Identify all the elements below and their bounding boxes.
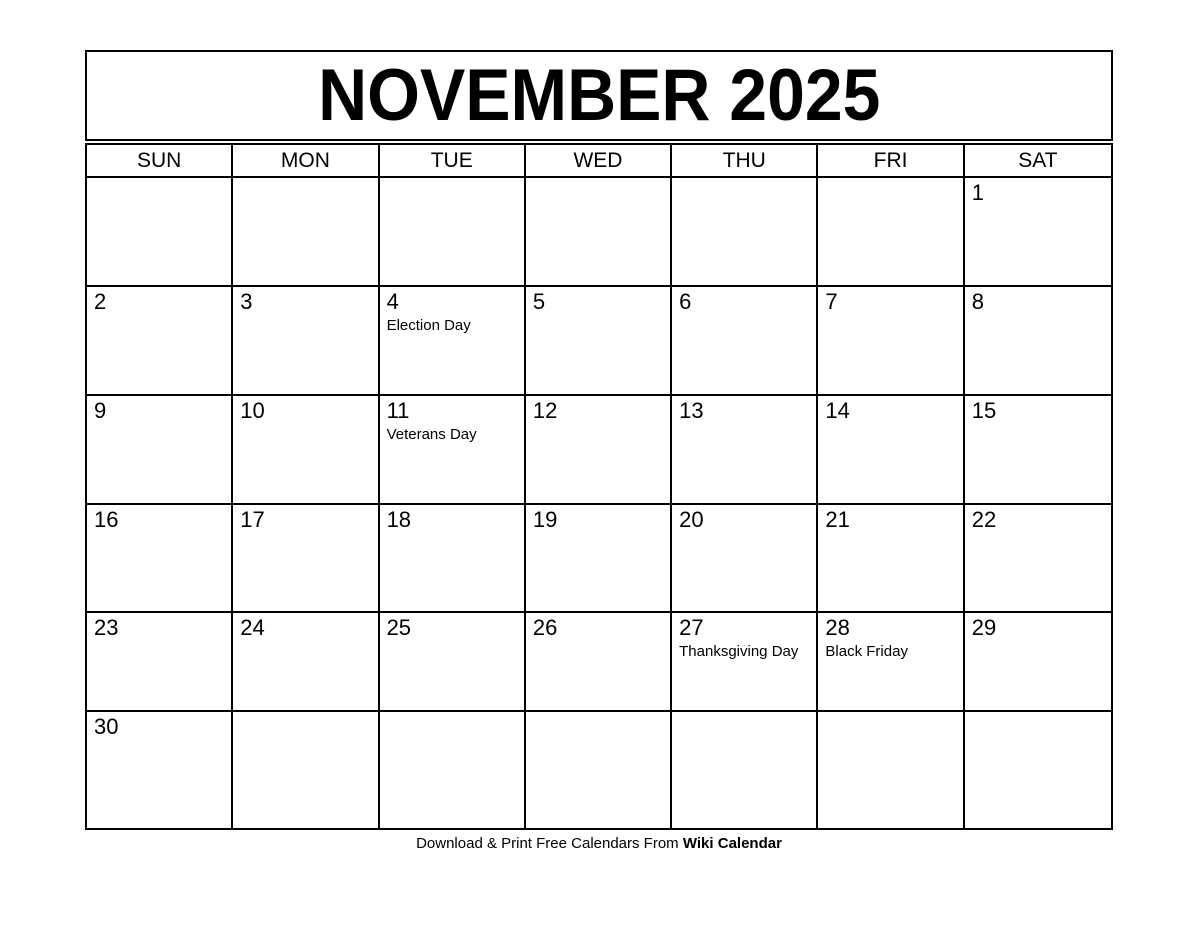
day-cell-1 (965, 178, 1111, 287)
weekday-header-tue: TUE (380, 145, 526, 178)
day-number: 11 (386, 398, 410, 423)
day-cell-25 (380, 613, 526, 712)
day-number: 25 (386, 615, 412, 640)
day-number: 8 (971, 289, 984, 314)
day-cell-29 (965, 613, 1111, 712)
day-cell-13 (672, 396, 818, 505)
day-cell-19 (526, 505, 672, 613)
day-cell-empty (526, 178, 672, 287)
weekday-header-sun: SUN (87, 145, 233, 178)
day-cell-3 (233, 287, 379, 396)
footer-brand: Wiki Calendar (682, 835, 782, 852)
day-cell-empty (965, 712, 1111, 828)
day-cell-empty (87, 178, 233, 287)
day-number: 28 (825, 615, 850, 640)
calendar-november-2025 (85, 50, 1113, 853)
day-number: 16 (94, 507, 119, 532)
day-cell-15 (965, 396, 1111, 505)
day-cell-11 (380, 396, 526, 505)
day-number: 17 (240, 507, 265, 532)
day-number: 13 (679, 398, 704, 423)
day-cell-empty (818, 178, 964, 287)
day-cell-4 (380, 287, 526, 396)
weekday-header-fri: FRI (818, 145, 964, 178)
calendar-title-box (85, 50, 1113, 141)
day-cell-30 (87, 712, 233, 828)
footer (85, 834, 1113, 853)
day-number: 10 (240, 398, 265, 423)
day-cell-28 (818, 613, 964, 712)
day-number: 27 (679, 615, 704, 640)
day-number: 20 (679, 507, 704, 532)
day-number: 5 (532, 289, 546, 314)
day-cell-17 (233, 505, 379, 613)
day-cell-6 (672, 287, 818, 396)
day-cell-8 (965, 287, 1111, 396)
day-cell-5 (526, 287, 672, 396)
day-cell-23 (87, 613, 233, 712)
day-number: 18 (386, 507, 412, 532)
calendar-title: NOVEMBER 2025 (317, 55, 881, 136)
day-number: 30 (94, 714, 119, 739)
day-cell-21 (818, 505, 964, 613)
day-cell-empty (380, 178, 526, 287)
day-number: 19 (532, 507, 558, 532)
weeks-grid (87, 178, 1111, 828)
day-number: 12 (532, 398, 558, 423)
day-cell-empty (233, 178, 379, 287)
calendar-grid (85, 143, 1113, 830)
day-number: 2 (94, 289, 107, 314)
day-cell-14 (818, 396, 964, 505)
day-number: 26 (532, 615, 558, 640)
holiday-label: Election Day (386, 317, 471, 334)
day-cell-26 (526, 613, 672, 712)
day-number: 23 (94, 615, 119, 640)
day-number: 15 (971, 398, 997, 423)
holiday-label: Veterans Day (386, 426, 477, 443)
weekday-header-sat: SAT (965, 145, 1111, 178)
day-cell-10 (233, 396, 379, 505)
day-cell-2 (87, 287, 233, 396)
day-cell-9 (87, 396, 233, 505)
day-number: 24 (240, 615, 265, 640)
weekday-header-wed: WED (526, 145, 672, 178)
day-number: 3 (240, 289, 253, 314)
day-number: 1 (971, 180, 984, 205)
day-cell-24 (233, 613, 379, 712)
day-cell-empty (526, 712, 672, 828)
footer-text: Download & Print Free Calendars From (416, 835, 679, 852)
day-cell-16 (87, 505, 233, 613)
day-cell-18 (380, 505, 526, 613)
day-cell-7 (818, 287, 964, 396)
day-cell-empty (380, 712, 526, 828)
day-number: 22 (971, 507, 997, 532)
day-cell-empty (818, 712, 964, 828)
day-cell-22 (965, 505, 1111, 613)
weekday-header-mon: MON (233, 145, 379, 178)
day-number: 4 (386, 289, 399, 314)
day-number: 29 (971, 615, 997, 640)
holiday-label: Black Friday (825, 643, 908, 660)
weekday-header-row (87, 145, 1111, 178)
day-cell-12 (526, 396, 672, 505)
day-cell-empty (233, 712, 379, 828)
day-number: 14 (825, 398, 850, 423)
day-number: 7 (825, 289, 838, 314)
day-number: 6 (679, 289, 692, 314)
holiday-label: Thanksgiving Day (679, 643, 799, 660)
day-cell-27 (672, 613, 818, 712)
day-cell-20 (672, 505, 818, 613)
day-cell-empty (672, 712, 818, 828)
day-number: 9 (94, 398, 107, 423)
day-cell-empty (672, 178, 818, 287)
weekday-header-thu: THU (672, 145, 818, 178)
day-number: 21 (825, 507, 850, 532)
